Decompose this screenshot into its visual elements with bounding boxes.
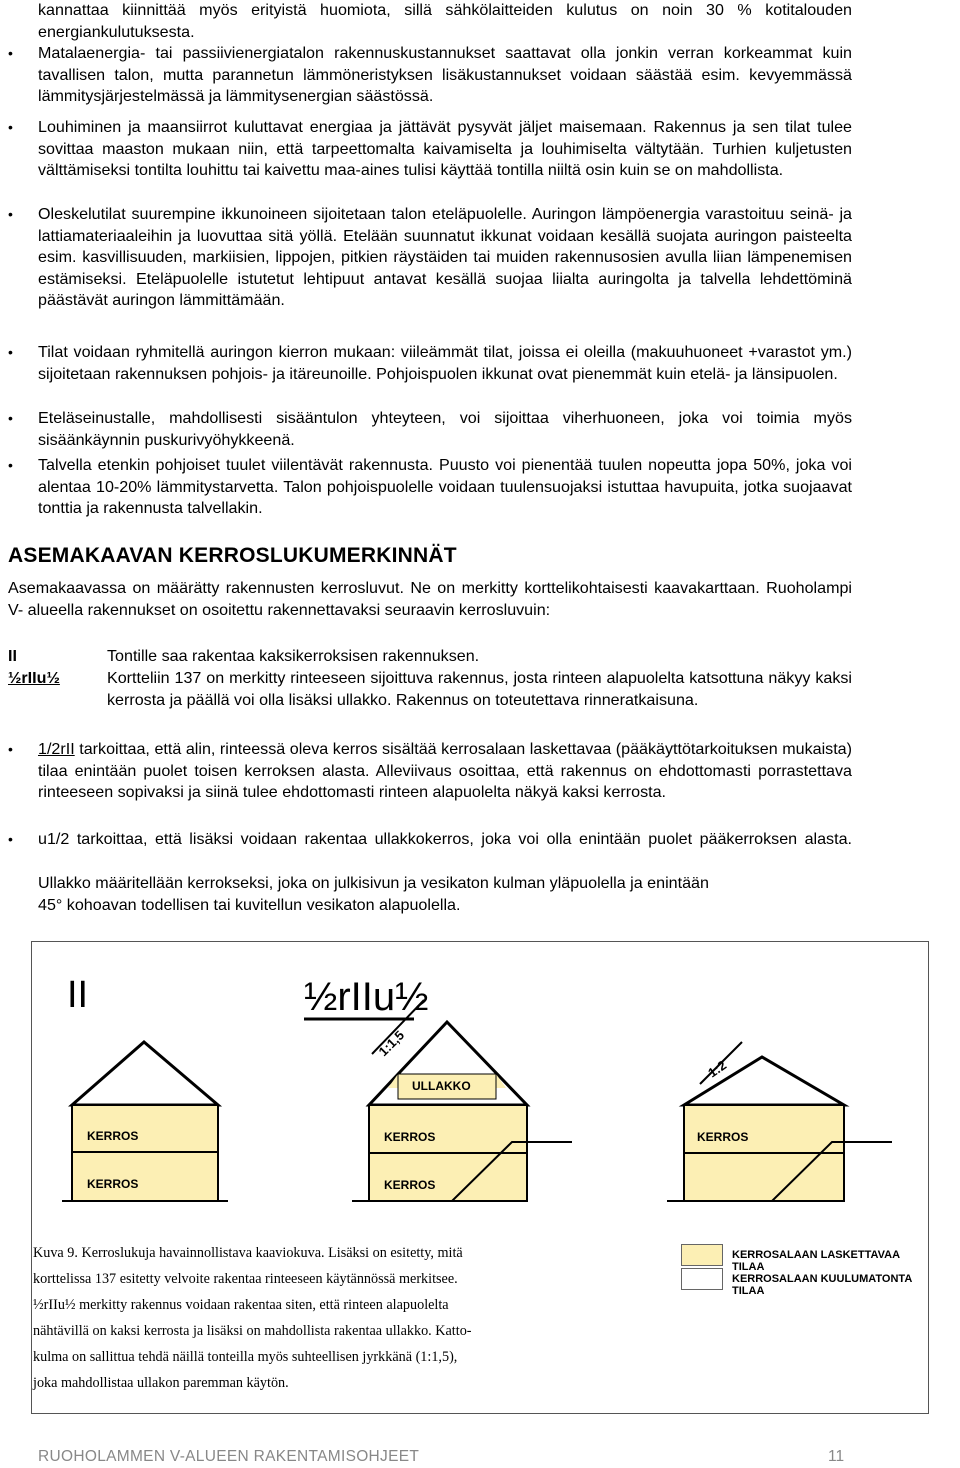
bullet-paragraph: Matalaenergia- tai passiivienergiatalon rakennuskustannukset saattavat olla jonkin verran korkeammat kuin tavallisen talon, mutta parannetun lämmöneristyksen lisäkustannukset voidaan säästää esim. kevyemmässä lämmitysjärjestelmässä ja lämmitysenergian säästössä. bbox=[38, 44, 852, 106]
bullet-text: tarkoittaa, että alin, rinteessä oleva kerros sisältää kerrosalaan laskettavaa (pääkäyttötarkoituksen mukaista) tilaa enintään puolet toisen kerroksen alasta. Alleviivaus osoittaa, että rakennus on ehdottomasti porrastettava rinteeseen sopivaksi ja siinä tulee ehdottomasti rinteen alapuolelta näkyä kaksi kerrosta. bbox=[38, 740, 852, 802]
floor-label: KERROS bbox=[384, 1130, 436, 1144]
caption-line: kulma on sallittua tehdä näillä tonteilla myös suhteellisen jyrkkänä (1:1,5), bbox=[33, 1349, 458, 1365]
bullet-paragraph: Eteläseinustalle, mahdollisesti sisääntulon yhteyteen, voi sijoittaa viherhuoneen, joka voi toimia myös sisäänkäynnin puskurivyöhykkeenä. bbox=[38, 409, 852, 449]
bullet-paragraph: Tilat voidaan ryhmitellä auringon kierron mukaan: viileämmät tilat, joissa ei oleilla (makuuhuoneet +varastot ym.) sijoitetaan rakennuksen pohjois- ja itäreunoille. Pohjoispuolen ikkunat ovat pienemmät kuin etelä- ja länsipuolen. bbox=[38, 343, 852, 383]
caption-line: nähtävillä on kaksi kerrosta ja lisäksi on mahdollista rakentaa ullakko. Katto- bbox=[33, 1323, 472, 1339]
legend-label: KERROSALAAN KUULUMATONTA TILAA bbox=[732, 1273, 912, 1297]
bullet-marker: • bbox=[8, 45, 13, 61]
attic-label: ULLAKKO bbox=[412, 1079, 471, 1093]
definition-term: ½rIIu½ bbox=[8, 669, 60, 687]
building-mid-floor-upper bbox=[369, 1105, 527, 1153]
bullet-paragraph: Louhiminen ja maansiirrot kuluttavat energiaa ja jättävät pysyvät jäljet maisemaan. Rakennus ja sen tilat tulee sovittaa maaston mukaan niin, että tarpeettomalta kaivamiselta ja louhimiselta vältytään. Turhien kuljetusten välttämiseksi tontilta louhittu tai kaivettu maa-aines tulisi käyttää tontilla niiltä osin kuin se on mahdollista. bbox=[38, 118, 852, 180]
floor-label: KERROS bbox=[87, 1129, 139, 1143]
bullet-marker: • bbox=[8, 457, 13, 473]
bullet-continuation: 45° kohoavan todellisen tai kuvitellun vesikaton alapuolella. bbox=[38, 896, 461, 914]
legend-label: KERROSALAAN LASKETTAVAA TILAA bbox=[732, 1249, 900, 1273]
building-right-floor-lower bbox=[684, 1153, 844, 1201]
building-right-roof bbox=[684, 1057, 844, 1105]
bullet-continuation: Ullakko määritellään kerrokseksi, joka on julkisivun ja vesikaton kulman yläpuolella ja enintään bbox=[38, 874, 709, 892]
legend-swatch-included bbox=[681, 1244, 723, 1266]
symbol-slope-storey: ½rIIu½ bbox=[304, 975, 429, 1019]
page-number: 11 bbox=[828, 1448, 845, 1465]
legend-swatch-excluded bbox=[681, 1268, 723, 1290]
bullet-lead: 1/2rII bbox=[38, 740, 75, 758]
building-mid-floor-lower bbox=[369, 1153, 527, 1201]
building-left-roof bbox=[72, 1042, 218, 1105]
section-heading: ASEMAKAAVAN KERROSLUKUMERKINNÄT bbox=[8, 544, 457, 567]
bullet-paragraph bbox=[38, 739, 852, 804]
building-right-floor-upper bbox=[684, 1105, 844, 1153]
bullet-marker: • bbox=[8, 344, 13, 360]
carryover-paragraph: kannattaa kiinnittää myös erityistä huomiota, sillä sähkölaitteiden kulutus on noin 30 % kotitalouden energiankulutuksesta. bbox=[38, 1, 852, 41]
bullet-marker: • bbox=[8, 206, 13, 222]
building-diagram bbox=[32, 942, 928, 1242]
slope-label: 1:2 bbox=[705, 1057, 730, 1081]
bullet-marker: • bbox=[8, 741, 13, 757]
figure-caption bbox=[33, 1240, 643, 1396]
definition-desc: Tontille saa rakentaa kaksikerroksisen rakennuksen. bbox=[107, 647, 480, 665]
caption-line: joka mahdollistaa ullakon paremman käytön. bbox=[33, 1375, 289, 1391]
symbol-two-storey: II bbox=[67, 974, 89, 1016]
floor-label: KERROS bbox=[384, 1178, 436, 1192]
slope-label: 1:1,5 bbox=[375, 1027, 408, 1060]
bullet-paragraph: Talvella etenkin pohjoiset tuulet viilentävät rakennusta. Puusto voi pienentää tuulen nopeutta jopa 50%, joka voi alentaa 10-20% lämmitystarvetta. Talon pohjoispuolelle voidaan tuulensuojaksi istuttaa havupuita, jotka suojaavat tonttia ja rakennusta talvellakin. bbox=[38, 456, 852, 518]
bullet-marker: • bbox=[8, 410, 13, 426]
caption-line: Kuva 9. Kerroslukuja havainnollistava kaaviokuva. Lisäksi on esitetty, mitä bbox=[33, 1245, 463, 1261]
bullet-marker: • bbox=[8, 831, 13, 847]
caption-line: ½rIIu½ merkitty rakennus voidaan rakentaa siten, että rinteen alapuolelta bbox=[33, 1297, 449, 1313]
definition-term: II bbox=[8, 647, 17, 665]
bullet-marker: • bbox=[8, 119, 13, 135]
section-intro: Asemakaavassa on määrätty rakennusten kerrosluvut. Ne on merkitty korttelikohtaisesti kaavakarttaan. Ruoholampi V- alueella rakennukset on osoitettu rakennettavaksi seuraavin kerrosluvuin: bbox=[8, 579, 852, 619]
floor-label: KERROS bbox=[87, 1177, 139, 1191]
definition-desc: Kortteliin 137 on merkitty rinteeseen sijoittuva rakennus, josta rinteen alapuolelta katsottuna näkyy kaksi kerrosta ja päällä voi olla lisäksi ullakko. Rakennus on toteutettava rinneratkaisuna. bbox=[107, 669, 852, 709]
bullet-paragraph: Oleskelutilat suurempine ikkunoineen sijoitetaan talon eteläpuolelle. Auringon lämpöenergia varastoituu seinä- ja lattiamateriaaleihin ja luovuttaa sitä yöllä. Etelään suunnatut ikkunat voidaan kesällä suojata auringon paisteelta esim. kasvillisuuden, markiisien, lippojen, pitkien räystäiden tai muiden rakennusosien avulla liian lämpenemisen estämiseksi. Eteläpuolelle istutetut lehtipuut antavat kesällä suojaa liialta auringolta ja talvella lehdettöminä päästävät auringon lämmittämään. bbox=[38, 205, 852, 310]
floor-label: KERROS bbox=[697, 1130, 749, 1144]
caption-line: korttelissa 137 esitetty velvoite rakentaa rinteeseen käytännössä merkitsee. bbox=[33, 1271, 458, 1287]
footer-title: RUOHOLAMMEN V-ALUEEN RAKENTAMISOHJEET bbox=[38, 1448, 420, 1465]
bullet-paragraph: u1/2 tarkoittaa, että lisäksi voidaan rakentaa ullakkokerros, joka voi olla enintään puolet pääkerroksen alasta. bbox=[38, 830, 852, 848]
